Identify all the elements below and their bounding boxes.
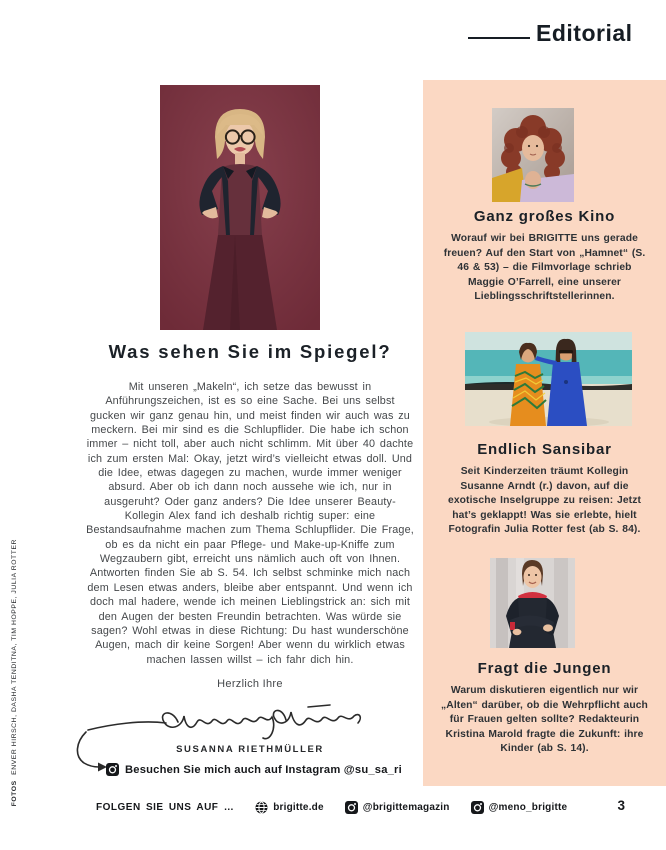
maggie-ofarrell-photo bbox=[492, 108, 574, 202]
instagram-icon bbox=[106, 763, 119, 776]
footer-link-instagram-magazin[interactable] bbox=[345, 801, 450, 814]
editor-portrait-photo bbox=[160, 85, 320, 330]
instagram-note-text: Besuchen Sie mich auch auf Instagram @su_sa_ri bbox=[125, 763, 402, 776]
signature-name: SUSANNA RIETHMÜLLER bbox=[176, 744, 324, 755]
photo-credits bbox=[11, 539, 18, 806]
editorial-sidebar bbox=[423, 80, 666, 786]
footer-link-instagram-meno[interactable] bbox=[471, 801, 568, 814]
closing-line: Herzlich Ihre bbox=[217, 678, 283, 690]
globe-icon bbox=[255, 801, 268, 814]
sidebar-section-body-kino: Worauf wir bei BRIGITTE uns gerade freuen? Auf den Start von „Hamnet“ (S. 46 & 53) – die Filmvorlage schrieb Maggie O’Farrell, eine unserer Lieblingsschriftstellerinnen. bbox=[443, 233, 646, 303]
sidebar-section-body-jungen: Warum diskutieren eigentlich nur wir „Alten“ darüber, ob die Wehrpflicht auch für Frauen gelten sollte? Redakteurin Kristina Marold fragte die Zukunft: ihre Kinder (ab S. 14). bbox=[441, 685, 648, 755]
sidebar-section-title-sansibar: Endlich Sansibar bbox=[477, 441, 612, 458]
page-title: Editorial bbox=[536, 20, 633, 46]
footer-label: FOLGEN SIE UNS AUF … bbox=[96, 802, 235, 813]
footer-link-label: @brigittemagazin bbox=[362, 802, 450, 813]
editor-portrait-illustration bbox=[160, 85, 320, 330]
sansibar-beach-photo bbox=[465, 332, 632, 426]
masthead bbox=[468, 22, 633, 45]
instagram-icon bbox=[471, 801, 484, 814]
instagram-icon bbox=[345, 801, 358, 814]
masthead-rule bbox=[468, 37, 530, 40]
footer-link-label: brigitte.de bbox=[273, 802, 324, 813]
photo-credits-label: FOTOS bbox=[11, 779, 18, 806]
photo-credits-names: ENVER HIRSCH, DASHA TENDITNA, TIM HOPPE, JULIA ROTTER bbox=[11, 538, 18, 777]
sidebar-section-title-jungen: Fragt die Jungen bbox=[477, 660, 612, 677]
footer bbox=[96, 801, 567, 814]
editorial-body: Mit unseren „Makeln“, ich setze das bewusst in Anführungszeichen, ist es so eine Sache. Bei uns selbst gucken wir ganz genau hin, und meist finden wir auch was zu meckern. Bei mir sind es die Schlupflider. Die habe ich schon immer – nicht toll, aber auch nicht schlimm. Mit über 40 dachte ich zum ersten Mal: Okay, jetzt wird’s vielleicht etwas doll. Und die Idee, etwas dagegen zu machen, wurde immer weniger absurd. Aber ob ich dann noch aussehe wie ich, nur in ausgeruht? Oder ganz anders? Die Idee unserer Beauty-Kollegin Alex fand ich deshalb richtig super: eine Bestandsaufnahme machen zum Thema Schlupflider. Die Frage, ob es da nicht ein paar Pflege- und Make-up-Kniffe zum Wegzaubern gibt, erreicht uns nämlich auch oft von Ihnen. Antworten finden Sie ab S. 54. Ich selbst schminke mich nach dem Lesen etwas anders, bleibe aber entspannt. Und wenn ich doch mal hadere, wende ich meinen Lieblingstrick an: sich mit den Augen der besten Freundin betrachten. Was würde sie sagen? Wohl etwas in diese Richtung: Du hast wunderschöne Augen, mach dir keine Sorgen! Aber wenn du wirklich etwas machen lassen willst – ich fahr dich hin. bbox=[86, 381, 414, 666]
footer-link-label: @meno_brigitte bbox=[488, 802, 568, 813]
editorial-headline: Was sehen Sie im Spiegel? bbox=[108, 341, 392, 362]
footer-link-website[interactable] bbox=[255, 801, 324, 814]
editor-instagram-link[interactable] bbox=[106, 763, 402, 776]
sidebar-section-body-sansibar: Seit Kinderzeiten träumt Kollegin Susanne Arndt (r.) davon, auf die exotische Inselgruppe zu reisen: Jetzt hat’s geklappt! Was sie erlebte, hielt Fotografin Julia Rotter fest (ab S. 84). bbox=[448, 466, 641, 536]
kristina-marold-photo bbox=[490, 558, 575, 648]
sidebar-section-title-kino: Ganz großes Kino bbox=[473, 208, 616, 225]
page-number: 3 bbox=[617, 798, 625, 813]
